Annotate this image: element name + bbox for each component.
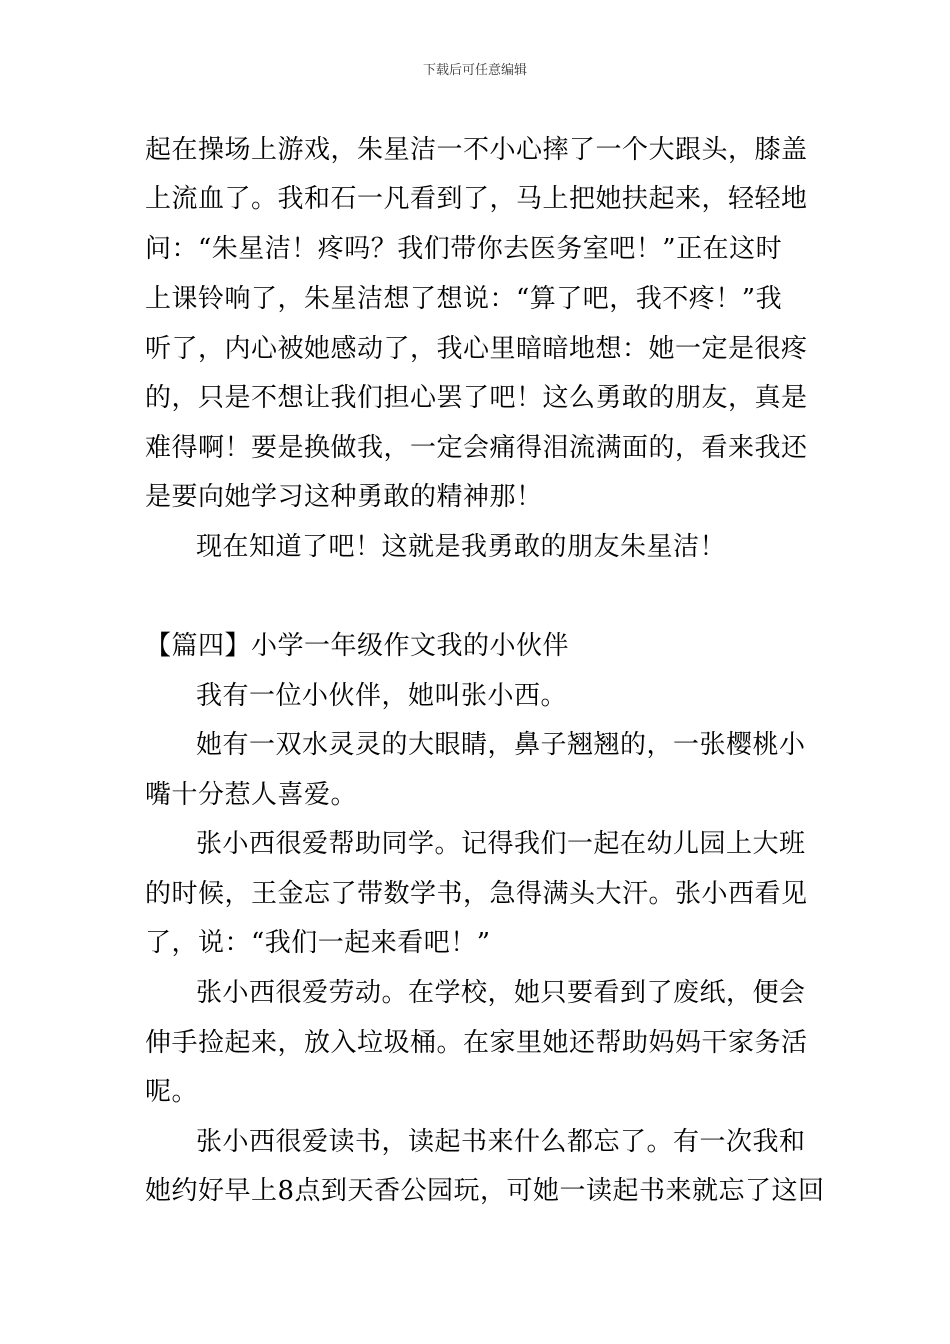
paragraph-first-line: 她有一双水灵灵的大眼睛，鼻子翘翘的，一张樱桃小 bbox=[196, 730, 806, 760]
text-line: 问：“朱星洁！疼吗？我们带你去医务室吧！”正在这时 bbox=[145, 234, 783, 264]
text-line: 起在操场上游戏，朱星洁一不小心摔了一个大跟头，膝盖 bbox=[145, 135, 808, 165]
text-line: 嘴十分惹人喜爱。 bbox=[145, 780, 358, 810]
paragraph-first-line: 张小西很爱劳动。在学校，她只要看到了废纸，便会 bbox=[196, 978, 806, 1008]
paragraph-first-line: 张小西很爱读书，读起书来什么都忘了。有一次我和 bbox=[196, 1127, 806, 1157]
text-line: 上流血了。我和石一凡看到了，马上把她扶起来，轻轻地 bbox=[145, 184, 808, 214]
text-line: 是要向她学习这种勇敢的精神那！ bbox=[145, 482, 543, 512]
paragraph-first-line: 现在知道了吧！这就是我勇敢的朋友朱星洁！ bbox=[196, 532, 727, 562]
text-line: 难得啊！要是换做我，一定会痛得泪流满面的，看来我还 bbox=[145, 433, 808, 463]
text-line: 了，说：“我们一起来看吧！” bbox=[145, 928, 491, 958]
text-line: 呢。 bbox=[145, 1077, 199, 1107]
section-heading: 【篇四】小学一年级作文我的小伙伴 bbox=[145, 631, 570, 661]
paragraph-first-line: 我有一位小伙伴，她叫张小西。 bbox=[196, 681, 568, 711]
text-line: 的，只是不想让我们担心罢了吧！这么勇敢的朋友，真是 bbox=[145, 383, 808, 413]
paragraph-first-line: 张小西很爱帮助同学。记得我们一起在幼儿园上大班 bbox=[196, 829, 806, 859]
page-header-note: 下载后可任意编辑 bbox=[422, 63, 527, 78]
text-line: 的时候，王金忘了带数学书，急得满头大汗。张小西看见 bbox=[145, 879, 808, 909]
text-line: 上课铃响了，朱星洁想了想说：“算了吧，我不疼！”我 bbox=[145, 284, 783, 314]
text-line: 听了，内心被她感动了，我心里暗暗地想：她一定是很疼 bbox=[145, 334, 808, 364]
text-line: 她约好早上8点到天香公园玩，可她一读起书来就忘了这回 bbox=[145, 1176, 825, 1206]
text-line: 伸手捡起来，放入垃圾桶。在家里她还帮助妈妈干家务活 bbox=[145, 1028, 808, 1058]
